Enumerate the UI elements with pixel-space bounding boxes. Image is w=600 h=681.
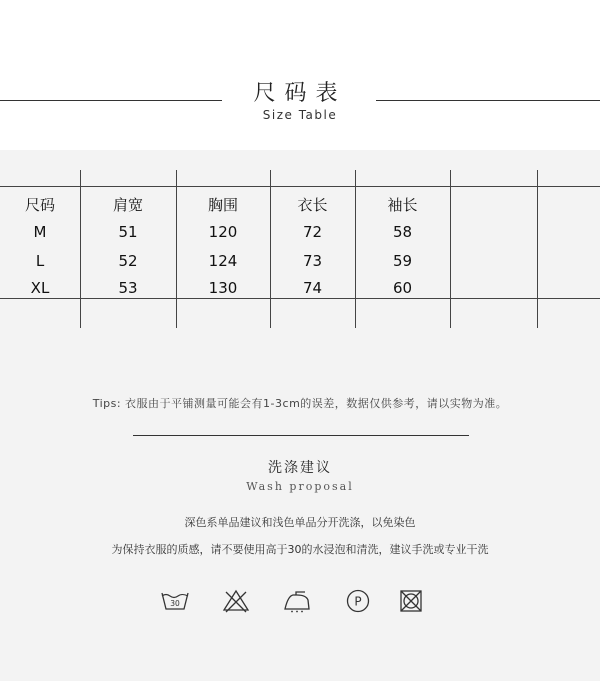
table-cell: M [33,223,47,241]
table-cell: XL [30,279,50,297]
table-cell: 124 [208,252,238,270]
table-header-cell: 袖长 [387,196,418,214]
wash-note: 深色系单品建议和浅色单品分开洗涤，以免染色 [184,516,416,529]
table-cell: 51 [118,223,138,241]
table-col-divider [450,170,451,328]
table-cell: L [35,252,45,270]
table-header-cell: 尺码 [24,196,55,214]
table-header-top-rule [0,186,600,187]
dry-clean-p-icon [343,588,373,614]
no-bleach-icon [221,588,251,614]
table-header-cell: 肩宽 [112,196,143,214]
wash-title: 洗涤建议 [268,460,332,476]
no-tumble-dry-icon [396,588,426,614]
header [0,0,600,150]
table-col-divider [537,170,538,328]
table-cell: 52 [118,252,138,270]
table-cell: 72 [302,223,323,241]
table-cell: 60 [392,279,413,297]
table-bottom-rule [0,298,600,299]
iron-icon [282,588,312,614]
wash-note: 为保持衣服的质感，请不要使用高于30的水浸泡和清洗，建议手洗或专业干洗 [111,543,489,556]
table-cell: 74 [302,279,323,297]
wash-temp-label: 30 [170,599,180,608]
dry-clean-label: P [354,594,362,609]
table-cell: 58 [392,223,413,241]
table-cell: 73 [302,252,323,270]
page-subtitle: Size Table [262,108,338,122]
tips-text: Tips: 衣服由于平铺测量可能会有1-3cm的误差，数据仅供参考，请以实物为准。 [92,397,508,410]
wash-subtitle: Wash proposal [246,480,354,493]
table-cell: 53 [118,279,138,297]
section-divider [133,435,469,436]
table-header-cell: 胸围 [207,196,238,214]
page-title: 尺码表 [253,81,347,106]
wash-30-icon [160,588,190,614]
table-cell: 130 [208,279,238,297]
table-cell: 120 [208,223,238,241]
table-cell: 59 [392,252,413,270]
table-header-cell: 衣长 [297,196,328,214]
